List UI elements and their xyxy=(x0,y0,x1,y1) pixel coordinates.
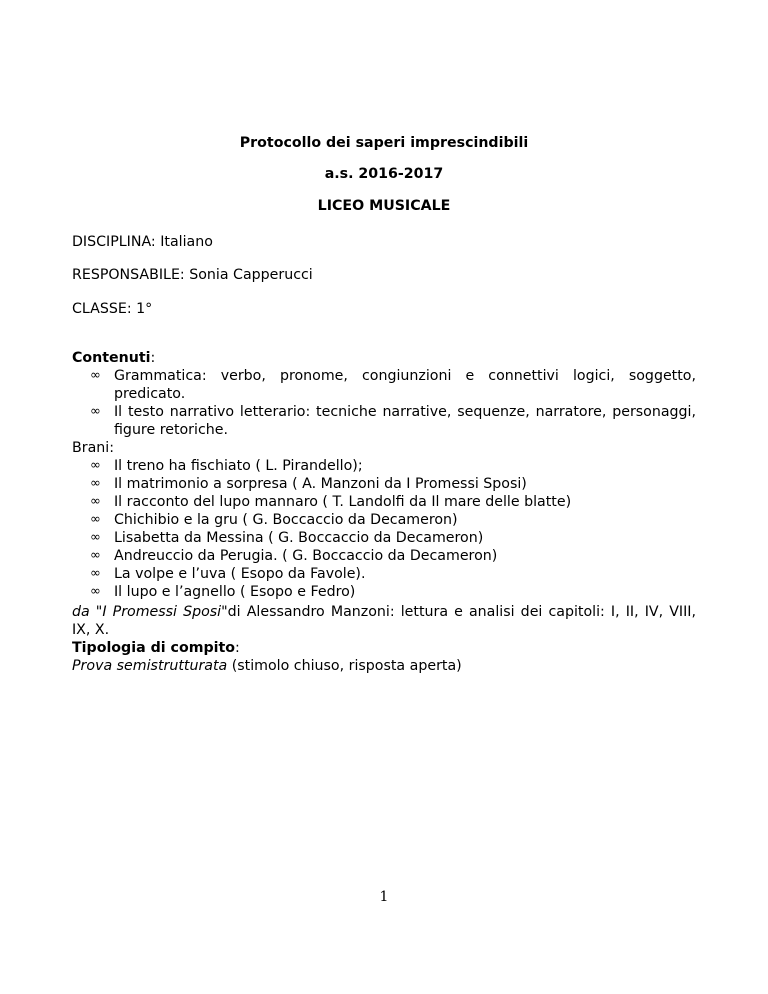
infinity-bullet-icon: ∞ xyxy=(90,368,101,383)
list-item xyxy=(72,547,696,565)
brani-heading: Brani: xyxy=(72,440,114,456)
infinity-bullet-icon: ∞ xyxy=(90,512,101,527)
infinity-bullet-icon: ∞ xyxy=(90,404,101,419)
contenuti-label: Contenuti xyxy=(72,350,151,366)
contenuti-item-testo-narrativo: Il testo narrativo letterario: tecniche narrative, sequenze, narratore, personaggi, figure retoriche. xyxy=(114,404,696,438)
list-item xyxy=(72,583,696,601)
list-item xyxy=(72,475,696,493)
lettura-rest: "di Alessandro Manzoni: lettura e analisi dei capitoli: I, II, IV, VIII, IX, X. xyxy=(72,604,696,638)
tipologia-description xyxy=(72,657,696,675)
infinity-bullet-icon: ∞ xyxy=(90,584,101,599)
lettura-paragraph xyxy=(72,603,696,639)
brano-item: Il treno ha fischiato ( L. Pirandello); xyxy=(114,458,363,474)
brano-item: La volpe e l’uva ( Esopo da Favole). xyxy=(114,566,366,582)
classe-line: CLASSE: 1° xyxy=(72,301,153,317)
contenuti-heading xyxy=(72,349,696,367)
school-year: a.s. 2016-2017 xyxy=(324,166,444,182)
infinity-bullet-icon: ∞ xyxy=(90,458,101,473)
infinity-bullet-icon: ∞ xyxy=(90,548,101,563)
list-item xyxy=(72,565,696,583)
tipologia-colon: : xyxy=(235,640,240,656)
brano-item: Il lupo e l’agnello ( Esopo e Fedro) xyxy=(114,584,356,600)
infinity-bullet-icon: ∞ xyxy=(90,476,101,491)
list-item xyxy=(72,457,696,475)
list-item xyxy=(72,493,696,511)
document-title: Protocollo dei saperi imprescindibili xyxy=(239,135,529,151)
brano-item: Il matrimonio a sorpresa ( A. Manzoni da I Promessi Sposi) xyxy=(114,476,527,492)
contenuti-list xyxy=(72,367,696,439)
list-item xyxy=(72,403,696,439)
document-page xyxy=(72,0,696,994)
disciplina-line: DISCIPLINA: Italiano xyxy=(72,234,213,250)
list-item xyxy=(72,511,696,529)
contenuti-item-grammatica: Grammatica: verbo, pronome, congiunzioni e connettivi logici, soggetto, predicato. xyxy=(114,368,696,402)
responsabile-line: RESPONSABILE: Sonia Capperucci xyxy=(72,267,313,283)
brano-item: Chichibio e la gru ( G. Boccaccio da Decameron) xyxy=(114,512,458,528)
contenuti-colon: : xyxy=(150,350,156,366)
infinity-bullet-icon: ∞ xyxy=(90,494,101,509)
page-number: 1 xyxy=(379,889,389,905)
brano-item: Lisabetta da Messina ( G. Boccaccio da Decameron) xyxy=(114,530,484,546)
school-name: LICEO MUSICALE xyxy=(317,198,451,214)
tipologia-label: Tipologia di compito xyxy=(72,640,236,656)
infinity-bullet-icon: ∞ xyxy=(90,530,101,545)
tipologia-heading xyxy=(72,639,696,657)
tipologia-type: Prova semistrutturata xyxy=(72,658,228,674)
brani-list xyxy=(72,457,696,601)
tipologia-rest: (stimolo chiuso, risposta aperta) xyxy=(227,658,462,674)
list-item xyxy=(72,367,696,403)
infinity-bullet-icon: ∞ xyxy=(90,566,101,581)
lettura-book-title: I Promessi Sposi xyxy=(102,604,222,620)
list-item xyxy=(72,529,696,547)
lettura-italic-prefix: da " xyxy=(72,604,103,620)
brano-item: Il racconto del lupo mannaro ( T. Landolfi da Il mare delle blatte) xyxy=(114,494,572,510)
brano-item: Andreuccio da Perugia. ( G. Boccaccio da Decameron) xyxy=(114,548,498,564)
